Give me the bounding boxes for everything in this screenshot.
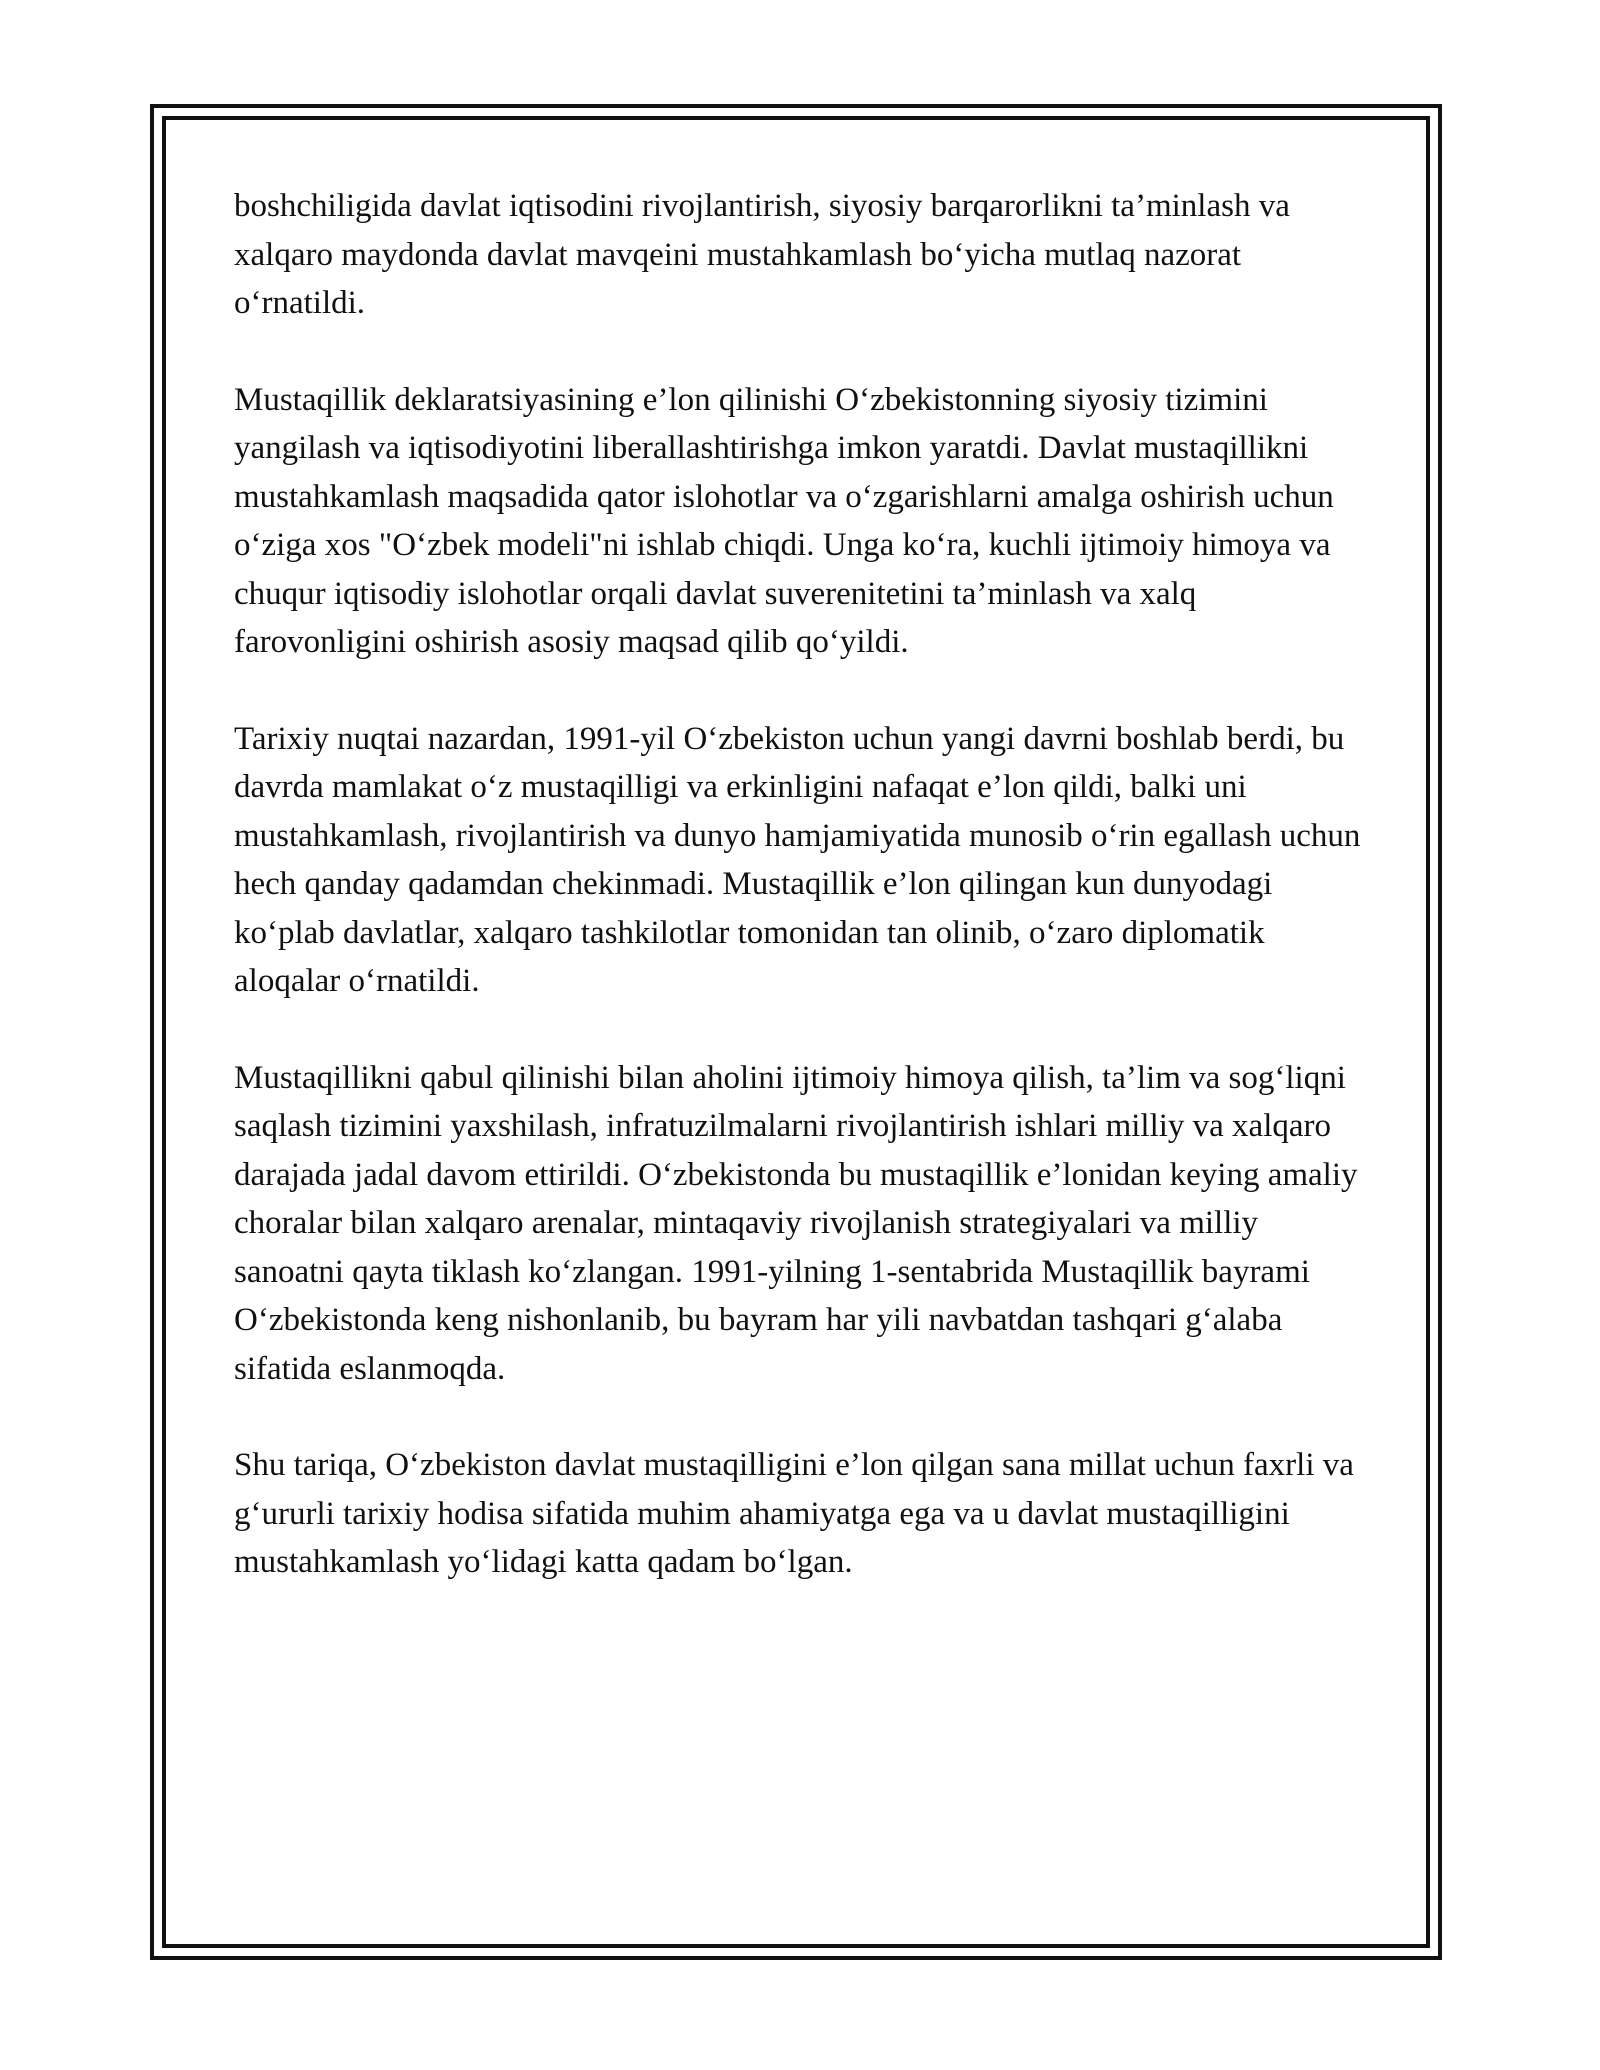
paragraph: Shu tariqa, O‘zbekiston davlat mustaqilligini e’lon qilgan sana millat uchun faxrli va g‘ururli tarixiy hodisa sifatida muhim ahamiyatga ega va u davlat mustaqilligini mustahkamlash yo‘lidagi katta qadam bo‘lgan. (234, 1447, 1354, 1580)
paragraph: Mustaqillikni qabul qilinishi bilan aholini ijtimoiy himoya qilish, ta’lim va sog‘liqni saqlash tizimini yaxshilash, infratuzilmalarni rivojlantirish ishlari milliy va xalqaro darajada jadal davom ettirildi. O‘zbekistonda bu mustaqillik e’lonidan keying amaliy choralar bilan xalqaro arenalar, mintaqaviy rivojlanish strategiyalari va milliy sanoatni qayta tiklash ko‘zlangan. 1991-yilning 1-sentabrida Mustaqillik bayrami O‘zbekistonda keng nishonlanib, bu bayram har yili navbatdan tashqari g‘alaba sifatida eslanmoqda. (234, 1059, 1358, 1387)
paragraph: Mustaqillik deklaratsiyasining e’lon qilinishi O‘zbekistonning siyosiy tizimini yangilash va iqtisodiyotini liberallashtirishga imkon yaratdi. Davlat mustaqillikni mustahkamlash maqsadida qator islohotlar va o‘zgarishlarni amalga oshirish uchun o‘ziga xos "O‘zbek modeli"ni ishlab chiqdi. Unga ko‘ra, kuchli ijtimoiy himoya va chuqur iqtisodiy islohotlar orqali davlat suverenitetini ta’minlash va xalq farovonligini oshirish asosiy maqsad qilib qo‘yildi. (234, 381, 1334, 660)
paragraph: boshchiligida davlat iqtisodini rivojlantirish, siyosiy barqarorlikni ta’minlash va xalqaro maydonda davlat mavqeini mustahkamlash bo‘yicha mutlaq nazorat o‘rnatildi. (234, 188, 1290, 321)
paragraph: Tarixiy nuqtai nazardan, 1991-yil O‘zbekiston uchun yangi davrni boshlab berdi, bu davrda mamlakat o‘z mustaqilligi va erkinligini nafaqat e’lon qildi, balki uni mustahkamlash, rivojlantirish va dunyo hamjamiyatida munosib o‘rin egallash uchun hech qanday qadamdan chekinmadi. Mustaqillik e’lon qilingan kun dunyodagi ko‘plab davlatlar, xalqaro tashkilotlar tomonidan tan olinib, o‘zaro diplomatik aloqalar o‘rnatildi. (234, 720, 1361, 999)
document-body (234, 182, 1374, 1635)
